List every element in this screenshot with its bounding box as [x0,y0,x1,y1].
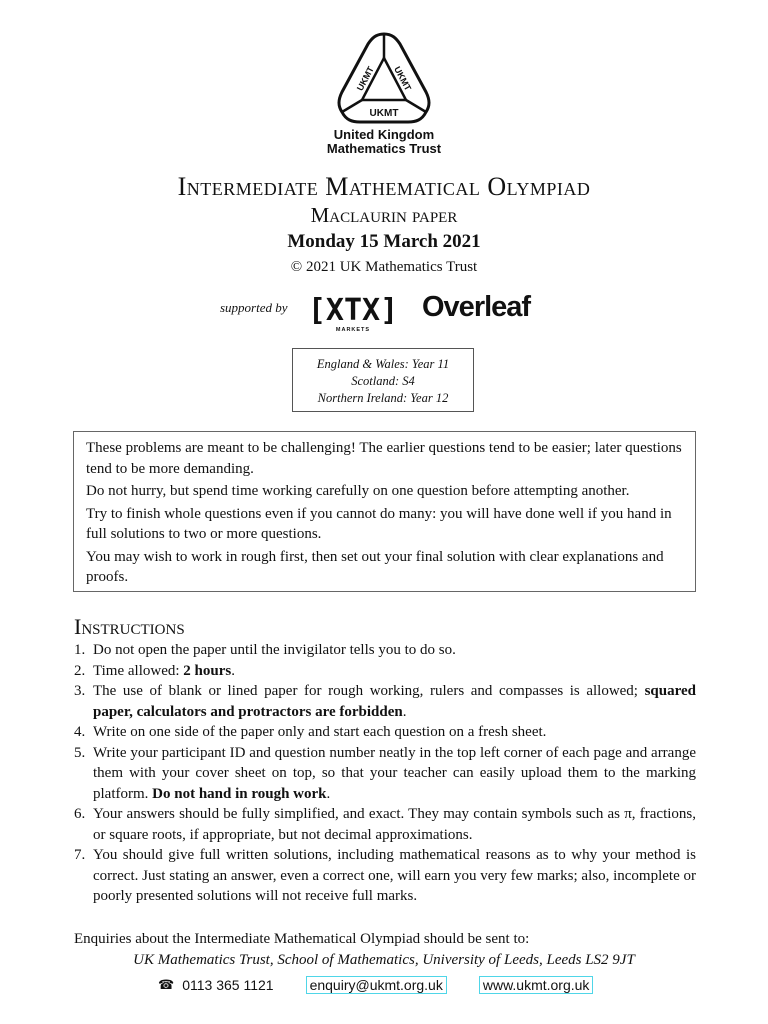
organisation-name [0,128,768,156]
instruction-text [93,640,696,661]
enquiries-text: Enquiries about the Intermediate Mathematical Olympiad should be sent to: [74,931,530,947]
instruction-text [93,804,696,845]
phone-number: 0113 365 1121 [182,977,274,993]
instruction-text [93,845,696,907]
instruction-text-part: You should give full written solutions, including mathematical reasons as to why your method is correct. Just stating an answer, even a correct one, will earn you very few marks; also, incomplete or poorly presented solutions will not receive full marks. [93,847,696,904]
instruction-text-part: Do not open the paper until the invigilator tells you to do so. [93,642,456,658]
instruction-text [93,681,696,722]
intro-paragraph-4: You may wish to work in rough first, then set out your final solution with clear explanations and proofs. [86,548,664,585]
overleaf-logo [420,286,552,326]
instruction-text-end: . [231,662,235,679]
instructions-list [74,640,696,907]
website-link[interactable]: www.ukmt.org.uk [479,976,594,994]
instruction-number: 5. [74,744,86,761]
instruction-text [93,661,696,682]
year-england-wales: England & Wales: Year 11 [316,357,450,371]
paper-title: Intermediate Mathematical Olympiad [177,172,591,201]
intro-paragraph-3: Try to finish whole questions even if you cannot do many: you will have done well if you hand in full solutions to two or more questions. [86,505,672,542]
overleaf-logo-text: Overleaf [422,291,531,323]
instruction-text-end: . [402,703,407,720]
instruction-text [93,722,696,743]
instruction-item [74,661,696,682]
instruction-number: 7. [74,847,86,863]
instruction-text-part: The use of blank or lined paper for rough working, rulers and compasses is allowed; [93,683,645,699]
instruction-item [74,845,696,907]
year-scotland: Scotland: S4 [351,374,415,388]
xtx-markets-logo [308,290,398,334]
instruction-item [74,681,696,722]
instruction-number: 1. [74,642,86,658]
instructions-heading: Instructions [74,614,185,639]
year-northern-ireland: Northern Ireland: Year 12 [317,391,449,405]
instruction-text-end: . [326,785,331,802]
email-link[interactable]: enquiry@ukmt.org.uk [306,976,447,994]
instruction-text-part: Your answers should be fully simplified, and exact. They may contain symbols such as π, fractions, or square roots, if appropriate, but not decimal approximations. [93,806,696,843]
xtx-logo-sub: MARKETS [335,327,371,333]
exam-date: Monday 15 March 2021 [287,231,481,252]
school-year-box [292,348,474,412]
logo-text-right: UKMT [392,64,414,93]
instruction-text-bold: squared paper, calculators and protractors are forbidden [93,683,696,720]
logo-text-left: UKMT [354,64,376,93]
instruction-item [74,743,696,805]
instruction-text-part: Time allowed: [93,662,184,679]
contact-details [158,975,593,995]
organisation-line-1: United Kingdom [333,127,435,142]
instruction-number: 3. [74,683,86,699]
ukmt-logo [334,30,434,130]
introduction-box [73,431,696,592]
instruction-text-bold: 2 hours [183,662,232,679]
telephone-icon: ☎ [158,977,175,992]
instruction-text-part: Write your participant ID and question number neatly in the top left corner of each page and arrange them with your cover sheet on top, so that your teacher can easily upload them to the marking platform. [93,744,696,802]
supported-by-label: supported by [220,300,288,315]
instruction-item [74,640,696,661]
organisation-line-2: Mathematics Trust [326,141,442,156]
instruction-text-bold: Do not hand in rough work [152,785,327,802]
instruction-number: 4. [74,724,86,740]
instruction-number: 6. [74,806,86,822]
logo-text-bottom: UKMT [369,108,399,119]
paper-subtitle: Maclaurin paper [310,203,458,227]
postal-address: UK Mathematics Trust, School of Mathematics, University of Leeds, Leeds LS2 9JT [133,952,635,968]
instruction-text [93,743,696,805]
intro-paragraph-1: These problems are meant to be challenging! The earlier questions tend to be easier; later questions tend to be more demanding. [86,440,682,477]
instruction-number: 2. [74,662,86,679]
instruction-item [74,722,696,743]
copyright-notice: © 2021 UK Mathematics Trust [290,259,478,275]
xtx-logo-main: [XTX] [308,293,398,328]
instruction-text-part: Write on one side of the paper only and start each question on a fresh sheet. [93,724,547,740]
instruction-item [74,804,696,845]
intro-paragraph-2: Do not hurry, but spend time working carefully on one question before attempting another. [86,483,630,499]
